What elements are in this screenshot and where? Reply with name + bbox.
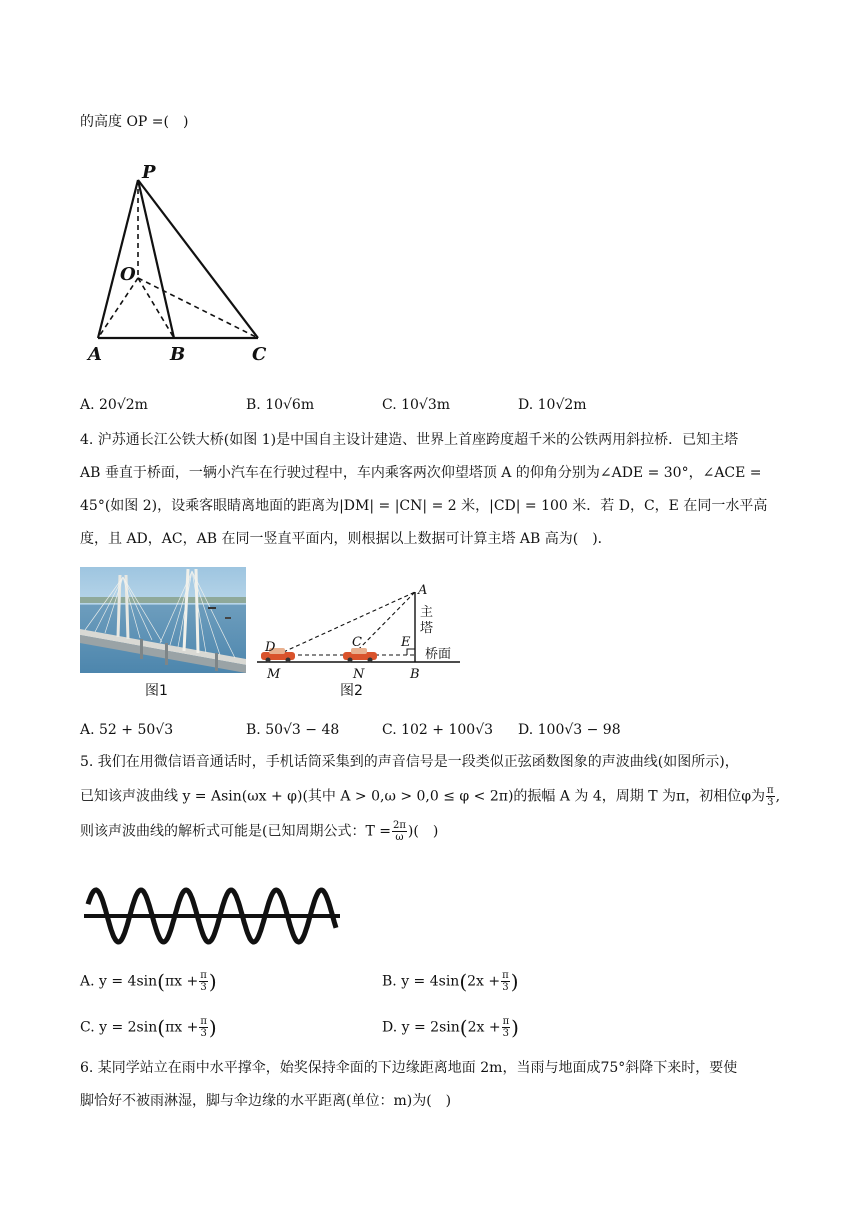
label-o: O <box>120 264 136 285</box>
label-p: P <box>142 162 156 183</box>
q5-c-den: 3 <box>200 1028 207 1039</box>
fig2-label-n: N <box>353 667 365 682</box>
fig2-label-d: D <box>265 640 276 655</box>
q4-line-2: AB 垂直于桥面，一辆小汽车在行驶过程中，车内乘客两次仰望塔顶 A 的仰角分别为∠ADE = 30°，∠ACE = <box>80 465 762 481</box>
q3-option-c: C. 10√3m <box>382 397 451 413</box>
label-b: B <box>170 344 186 365</box>
fig1-caption: 图1 <box>145 683 168 699</box>
q4-option-b: B. 50√3 − 48 <box>246 722 340 738</box>
q3-option-b: B. 10√6m <box>246 397 315 413</box>
q5-d-in: 2x + <box>467 1019 501 1036</box>
fig2-label-b: B <box>410 667 420 682</box>
q3-option-d: D. 10√2m <box>518 397 587 413</box>
q5-line-2: 已知该声波曲线 y = Asin(ωx + φ)(其中 A > 0,ω > 0,0 ≤ φ < 2π)的振幅 A 为 4，周期 T 为π，初相位φ为 $\frac{\pi}{3}$ , <box>80 785 781 808</box>
q6-line-2: 脚恰好不被雨淋湿，脚与伞边缘的水平距离(单位：m)为( ) <box>80 1093 452 1109</box>
label-a: A <box>88 344 102 365</box>
bridge-photo <box>80 567 246 673</box>
edge-oa <box>98 278 138 338</box>
q5-c-in: πx + <box>165 1019 199 1036</box>
q5-b-num: π <box>502 970 509 981</box>
q5-a-pre: A. y = 4sin <box>80 973 158 990</box>
q5-line-3-text: 则该声波曲线的解析式可能是(已知周期公式：T = <box>80 823 391 840</box>
q5-d-den: 3 <box>502 1028 510 1039</box>
q5-a-num: π <box>200 970 207 981</box>
pyramid-figure <box>80 158 280 368</box>
q6-line-1: 6. 某同学站立在雨中水平撑伞，始奖保持伞面的下边缘距离地面 2m，当雨与地面成75°斜降下来时，要使 <box>80 1060 738 1076</box>
phi-fraction <box>766 785 775 808</box>
q3-stem-tail: 的高度 OP =( ) <box>80 114 189 130</box>
sight-da <box>277 592 415 655</box>
tower-label-1: 主 <box>420 605 434 620</box>
q5-option-c: C. y = 2sin(πx + $\frac{\pi}{3}$ ) <box>80 1015 217 1040</box>
q3-option-a: A. 20√2m <box>80 397 148 413</box>
q5-option-d: D. y = 2sin(2x + $\frac{\pi}{3}$ ) <box>382 1015 519 1040</box>
q5-d-num: π <box>502 1016 510 1027</box>
phi-den: 3 <box>767 797 774 808</box>
q4-line-4: 度，且 AD，AC，AB 在同一竖直平面内，则根据以上数据可计算主塔 AB 高为( )． <box>80 531 612 547</box>
tower-label-2: 塔 <box>420 621 434 636</box>
q5-b-den: 3 <box>502 982 509 993</box>
q5-b-pre: B. y = 4sin <box>382 973 460 990</box>
fig2-label-e: E <box>401 635 411 650</box>
q4-option-a: A. 52 + 50√3 <box>80 722 174 738</box>
q5-option-b: B. y = 4sin(2x + $\frac{\pi}{3}$ ) <box>382 969 519 994</box>
period-num: 2π <box>392 820 406 831</box>
label-c: C <box>252 344 267 365</box>
deck-label: 桥面 <box>425 647 452 662</box>
fig2-label-m: M <box>267 667 281 682</box>
q5-line-3 <box>80 820 438 843</box>
q5-a-den: 3 <box>200 982 207 993</box>
edge-pa <box>98 180 138 338</box>
edge-oc <box>138 278 258 338</box>
q4-option-c: C. 102 + 100√3 <box>382 722 494 738</box>
car-2-icon <box>343 648 377 663</box>
q5-c-pre: C. y = 2sin <box>80 1019 158 1036</box>
period-den: ω <box>395 832 404 843</box>
period-fraction <box>392 820 407 843</box>
q5-line-2-text: 已知该声波曲线 y = Asin(ωx + φ)(其中 A > 0,ω > 0,0 ≤ φ < 2π)的振幅 A 为 4，周期 T 为π，初相位φ为 <box>80 788 766 805</box>
q5-b-in: 2x + <box>467 973 501 990</box>
q5-a-in: πx + <box>164 973 199 990</box>
q4-line-3: 45°(如图 2)，设乘客眼睛离地面的距离为|DM| = |CN| = 2 米，|CD| = 100 米．若 D，C，E 在同一水平高 <box>80 498 768 514</box>
q5-d-pre: D. y = 2sin <box>382 1019 460 1036</box>
phi-num: π <box>767 785 774 796</box>
fig2-label-a: A <box>418 583 428 598</box>
q5-line-3-tail: )( ) <box>407 823 439 840</box>
fig2-caption: 图2 <box>340 683 363 699</box>
q4-option-d: D. 100√3 − 98 <box>518 722 621 738</box>
fig2-label-c: C <box>352 635 362 650</box>
q5-option-a: A. y = 4sin(πx + $\frac{\pi}{3}$ ) <box>80 969 217 994</box>
q4-line-1: 4. 沪苏通长江公铁大桥(如图 1)是中国自主设计建造、世界上首座跨度超千米的公铁两用斜拉桥．已知主塔 <box>80 432 739 448</box>
q5-c-num: π <box>200 1016 207 1027</box>
tower-diagram <box>255 578 470 683</box>
sound-wave-figure <box>84 880 344 950</box>
q5-line-1: 5. 我们在用微信语音通话时，手机话筒采集到的声音信号是一段类似正弦函数图象的声波曲线(如图所示)， <box>80 754 739 770</box>
